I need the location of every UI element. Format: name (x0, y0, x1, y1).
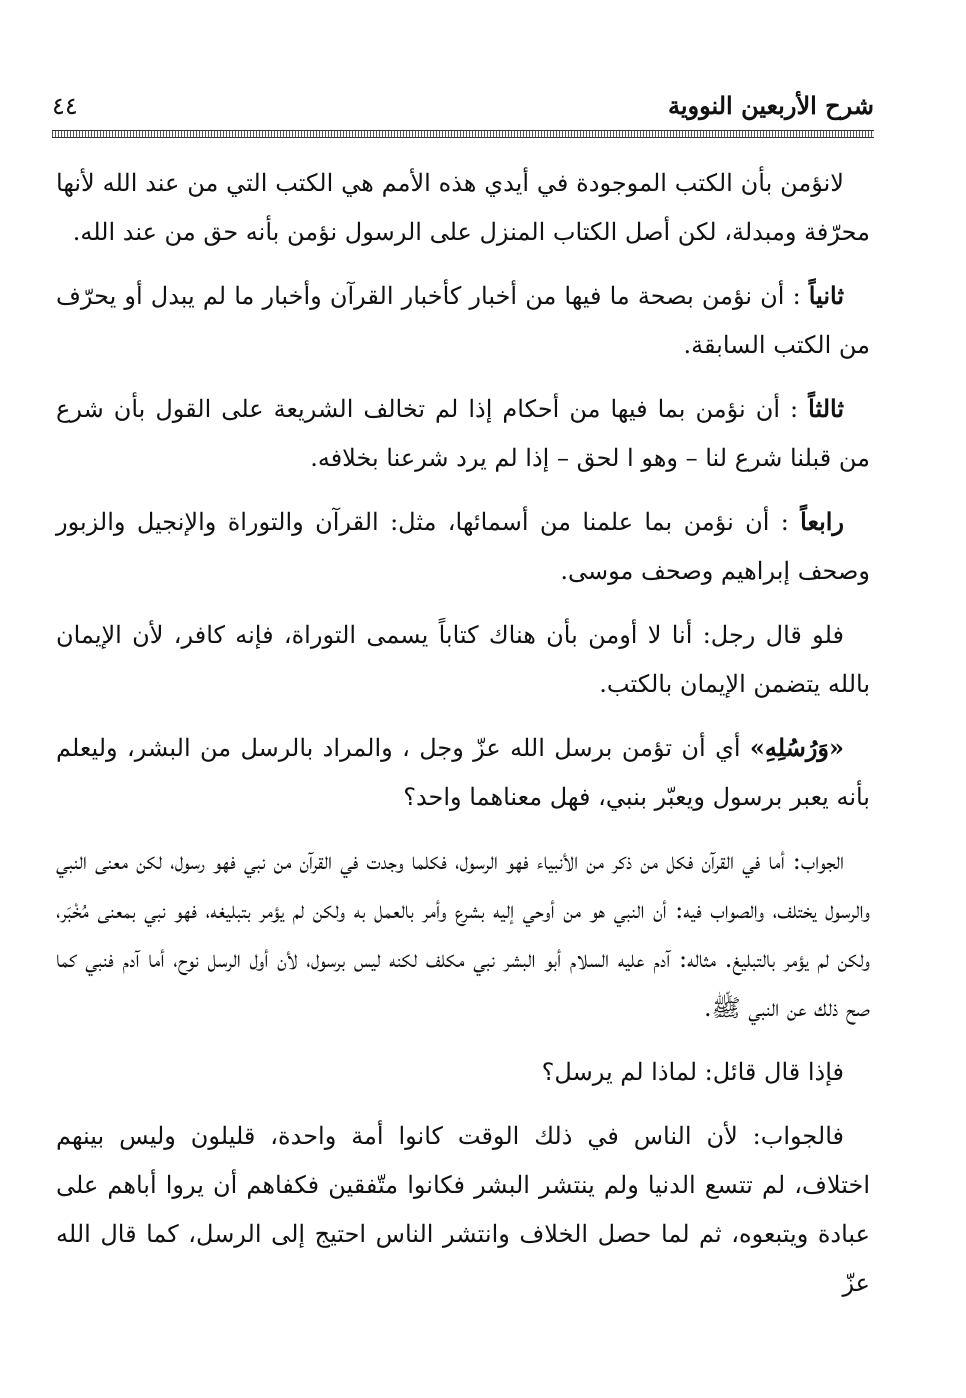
paragraph-6 (56, 723, 870, 822)
paragraph-text: : أن نؤمن بصحة ما فيها من أخبار كأخبار القرآن وأخبار ما لم يبدل أو يحرّف من الكتب السابقة. (56, 282, 870, 359)
page-number: ٤٤ (52, 92, 78, 120)
running-head (52, 86, 874, 126)
paragraph-lead: رابعاً (800, 507, 844, 536)
paragraph-text: فإذا قال قائل: لماذا لم يرسل؟ (541, 1058, 844, 1086)
paragraph-lead: «وَرُسُلِهِ» (749, 733, 844, 762)
paragraph-7 (56, 836, 870, 1033)
paragraph-lead: ثانياً (808, 281, 844, 310)
paragraph-text: لانؤمن بأن الكتب الموجودة في أيدي هذه الأمم هي الكتب التي من عند الله لأنها محرّفة ومبدلة، لكن أصل الكتاب المنزل على الرسول نؤمن بأنه حق من عند الله. (56, 169, 870, 246)
paragraph-4 (56, 497, 870, 596)
paragraph-8 (56, 1047, 870, 1097)
paragraph-text: فلو قال رجل: أنا لا أومن بأن هناك كتاباً يسمى التوراة، فإنه كافر، لأن الإيمان بالله يتضمن الإيمان بالكتب. (56, 621, 870, 698)
header-rule (52, 130, 874, 138)
paragraph-text: : أن نؤمن بما فيها من أحكام إذا لم تخالف الشريعة على القول بأن شرع من قبلنا شرع لنا – وهو ا لحق – إذا لم يرد شرعنا بخلافه. (56, 395, 870, 472)
paragraph-text: الجواب: أما في القرآن فكل من ذكر من الأنبياء فهو الرسول، فكلما وجدت في القرآن من نبي فهو رسول، لكن معنى النبي والرسول يختلف، والصواب فيه: أن النبي هو من أوحي إليه بشرع وأمر بالعمل به ولكن لم يؤمر بتبليغه، فهو نبي بمعنى مُخْبَر، ولكن لم يؤمر بالتبليغ. مثاله: آدم عليه السلام أبو البشر نبي مكلف لكنه ليس برسول، لأن أول الرسل نوح، أما آدم فنبي كما صح ذلك عن النبي ﷺ. (56, 847, 870, 1022)
paragraph-lead: ثالثاً (808, 394, 844, 423)
paragraph-5 (56, 610, 870, 709)
paragraph-9 (56, 1111, 870, 1308)
paragraph-3 (56, 384, 870, 483)
body-text (56, 158, 870, 1322)
paragraph-1 (56, 158, 870, 257)
paragraph-2 (56, 271, 870, 370)
paragraph-text: أي أن تؤمن برسل الله عزّ وجل ، والمراد بالرسل من البشر، وليعلم بأنه يعبر برسول ويعبّر بنبي، فهل معناهما واحد؟ (56, 734, 870, 811)
book-title-header: شرح الأربعين النووية (667, 91, 874, 120)
paragraph-text: : أن نؤمن بما علمنا من أسمائها، مثل: القرآن والتوراة والإنجيل والزبور وصحف إبراهيم وصحف موسى. (56, 508, 870, 585)
paragraph-text: فالجواب: لأن الناس في ذلك الوقت كانوا أمة واحدة، قليلون وليس بينهم اختلاف، لم تتسع الدنيا ولم ينتشر البشر فكانوا متّفقين فكفاهم أن يروا أباهم على عبادة ويتبعوه، ثم لما حصل الخلاف وانتشر الناس احتيج إلى الرسل، كما قال الله عزّ (56, 1122, 870, 1297)
